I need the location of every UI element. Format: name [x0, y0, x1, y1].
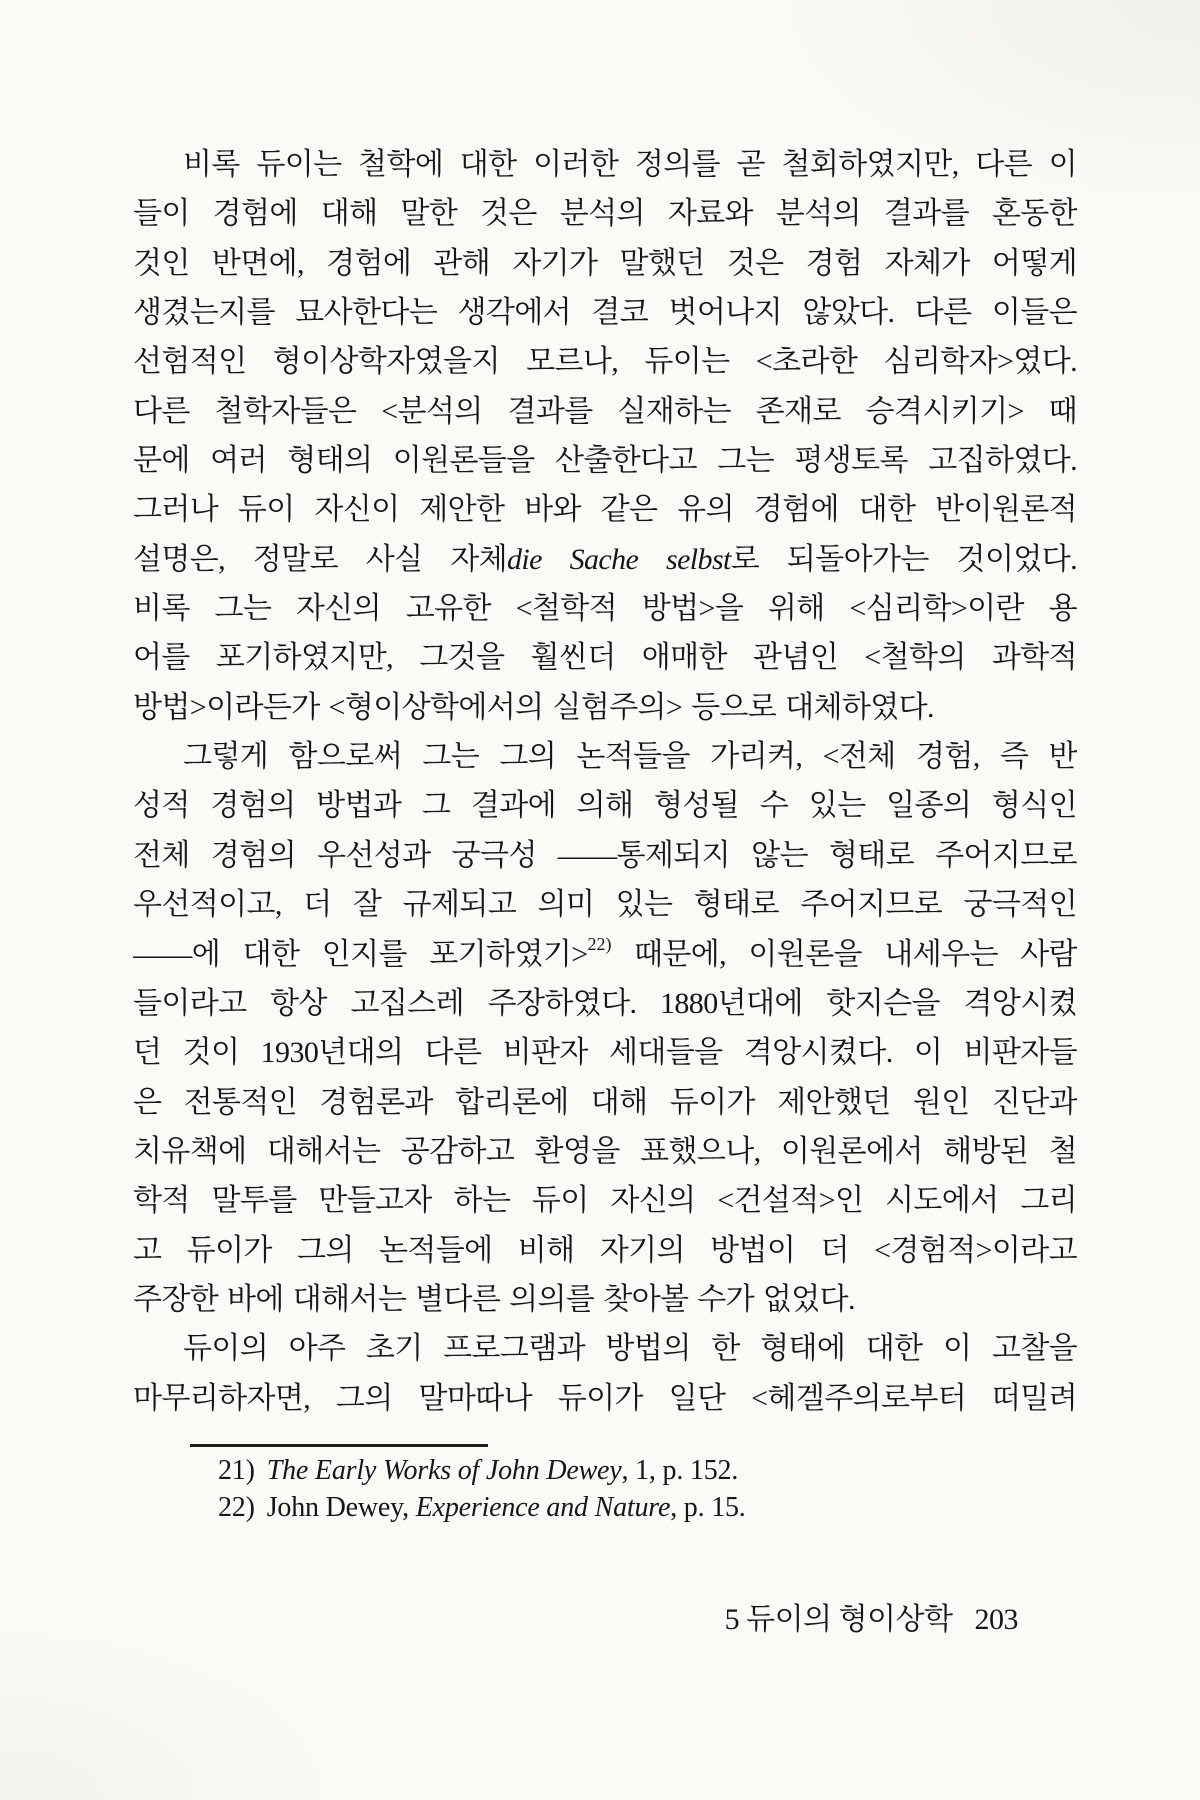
text-segment: ——에 대한 인지를 포기하였기> [133, 937, 588, 971]
text-segment: 들이 경험에 대해 말한 것은 분석의 자료와 분석의 결과를 혼동한 [133, 197, 1077, 231]
body-line [133, 337, 1077, 386]
text-segment: 그렇게 함으로써 그는 그의 논적들을 가리켜, <전체 경험, 즉 반 [183, 740, 1077, 774]
text-segment: 던 것이 1930년대의 다른 비판자 세대들을 격앙시켰다. 이 비판자들 [133, 1036, 1077, 1070]
body-line [133, 683, 1077, 732]
running-title: 5 듀이의 형이상학 [724, 1603, 953, 1636]
body-line [133, 140, 1077, 189]
text-segment: 생겼는지를 묘사한다는 생각에서 결코 벗어나지 않았다. 다른 이들은 [133, 296, 1077, 330]
text-segment: 전체 경험의 우선성과 궁극성 ——통제되지 않는 형태로 주어지므로 [133, 838, 1077, 872]
body-line [133, 1028, 1077, 1077]
text-segment: Experience and Nature [415, 1492, 671, 1523]
body-line [133, 880, 1077, 929]
footnote-number: 21) [218, 1455, 255, 1486]
body-text [133, 140, 1077, 1423]
text-segment: 문에 여러 형태의 이원론들을 산출한다고 그는 평생토록 고집하였다. [133, 444, 1077, 478]
body-line [133, 1374, 1077, 1423]
text-segment: 로 되돌아가는 것이었다. [730, 542, 1077, 576]
text-segment: The Early Works of John Dewey [266, 1455, 622, 1486]
body-line [133, 485, 1077, 534]
text-segment: 어를 포기하였지만, 그것을 훨씬더 애매한 관념인 <철학의 과학적 [133, 641, 1077, 675]
text-segment: 우선적이고, 더 잘 규제되고 의미 있는 형태로 주어지므로 궁극적인 [133, 888, 1077, 922]
footnote-separator [190, 1444, 488, 1447]
body-line [133, 831, 1077, 880]
text-segment: 성적 경험의 방법과 그 결과에 의해 형성될 수 있는 일종의 형식인 [133, 789, 1077, 823]
text-segment: 학적 말투를 만들고자 하는 듀이 자신의 <건설적>인 시도에서 그리 [133, 1184, 1077, 1218]
text-segment: 선험적인 형이상학자였을지 모르나, 듀이는 <초라한 심리학자>였다. [133, 345, 1077, 379]
body-line [133, 288, 1077, 337]
body-line [133, 1226, 1077, 1275]
page-number: 203 [974, 1603, 1018, 1636]
footnotes [218, 1452, 978, 1526]
body-line [133, 1176, 1077, 1225]
body-line [133, 535, 1077, 584]
body-line [133, 436, 1077, 485]
text-segment: die Sache selbst [507, 542, 731, 576]
text-segment: 그러나 듀이 자신이 제안한 바와 같은 유의 경험에 대한 반이원론적 [133, 493, 1077, 527]
text-segment: 다른 철학자들은 <분석의 결과를 실재하는 존재로 승격시키기> 때 [133, 394, 1077, 428]
body-line [133, 633, 1077, 682]
text-segment: 비록 그는 자신의 고유한 <철학적 방법>을 위해 <심리학>이란 용 [133, 592, 1077, 626]
body-line [133, 1275, 1077, 1324]
text-segment: John Dewey, [266, 1492, 416, 1523]
body-line [133, 387, 1077, 436]
body-line [133, 1324, 1077, 1373]
text-segment: 치유책에 대해서는 공감하고 환영을 표했으나, 이원론에서 해방된 철 [133, 1134, 1077, 1168]
text-segment: 비록 듀이는 철학에 대한 이러한 정의를 곧 철회하였지만, 다른 이 [183, 148, 1077, 181]
footnote [218, 1489, 978, 1526]
text-segment: 것인 반면에, 경험에 관해 자기가 말했던 것은 경험 자체가 어떻게 [133, 246, 1077, 280]
body-line [133, 189, 1077, 238]
body-line [133, 732, 1077, 781]
footnote-number: 22) [218, 1492, 255, 1523]
text-segment: 들이라고 항상 고집스레 주장하였다. 1880년대에 핫지슨을 격앙시켰 [133, 986, 1077, 1020]
footnote-ref: 22) [587, 933, 612, 954]
body-line [133, 1078, 1077, 1127]
body-line [133, 930, 1077, 979]
body-line [133, 979, 1077, 1028]
body-line [133, 1127, 1077, 1176]
text-segment: 듀이의 아주 초기 프로그램과 방법의 한 형태에 대한 이 고찰을 [183, 1332, 1077, 1366]
text-segment: 설명은, 정말로 사실 자체 [133, 542, 507, 576]
text-segment: 주장한 바에 대해서는 별다른 의의를 찾아볼 수가 없었다. [133, 1282, 855, 1316]
page-footer [725, 1594, 1018, 1638]
text-segment: 마무리하자면, 그의 말마따나 듀이가 일단 <헤겔주의로부터 떠밀려 [133, 1381, 1077, 1415]
footnote [218, 1452, 978, 1489]
body-line [133, 239, 1077, 288]
text-segment: 은 전통적인 경험론과 합리론에 대해 듀이가 제안했던 원인 진단과 [133, 1085, 1077, 1119]
text-segment: 때문에, 이원론을 내세우는 사람 [611, 937, 1077, 971]
text-segment: , 1, p. 152. [621, 1455, 739, 1486]
text-segment: 고 듀이가 그의 논적들에 비해 자기의 방법이 더 <경험적>이라고 [133, 1233, 1077, 1267]
text-segment: , p. 15. [670, 1492, 746, 1523]
body-line [133, 584, 1077, 633]
text-segment: 방법>이라든가 <형이상학에서의 실험주의> 등으로 대체하였다. [133, 690, 934, 724]
body-line [133, 781, 1077, 830]
